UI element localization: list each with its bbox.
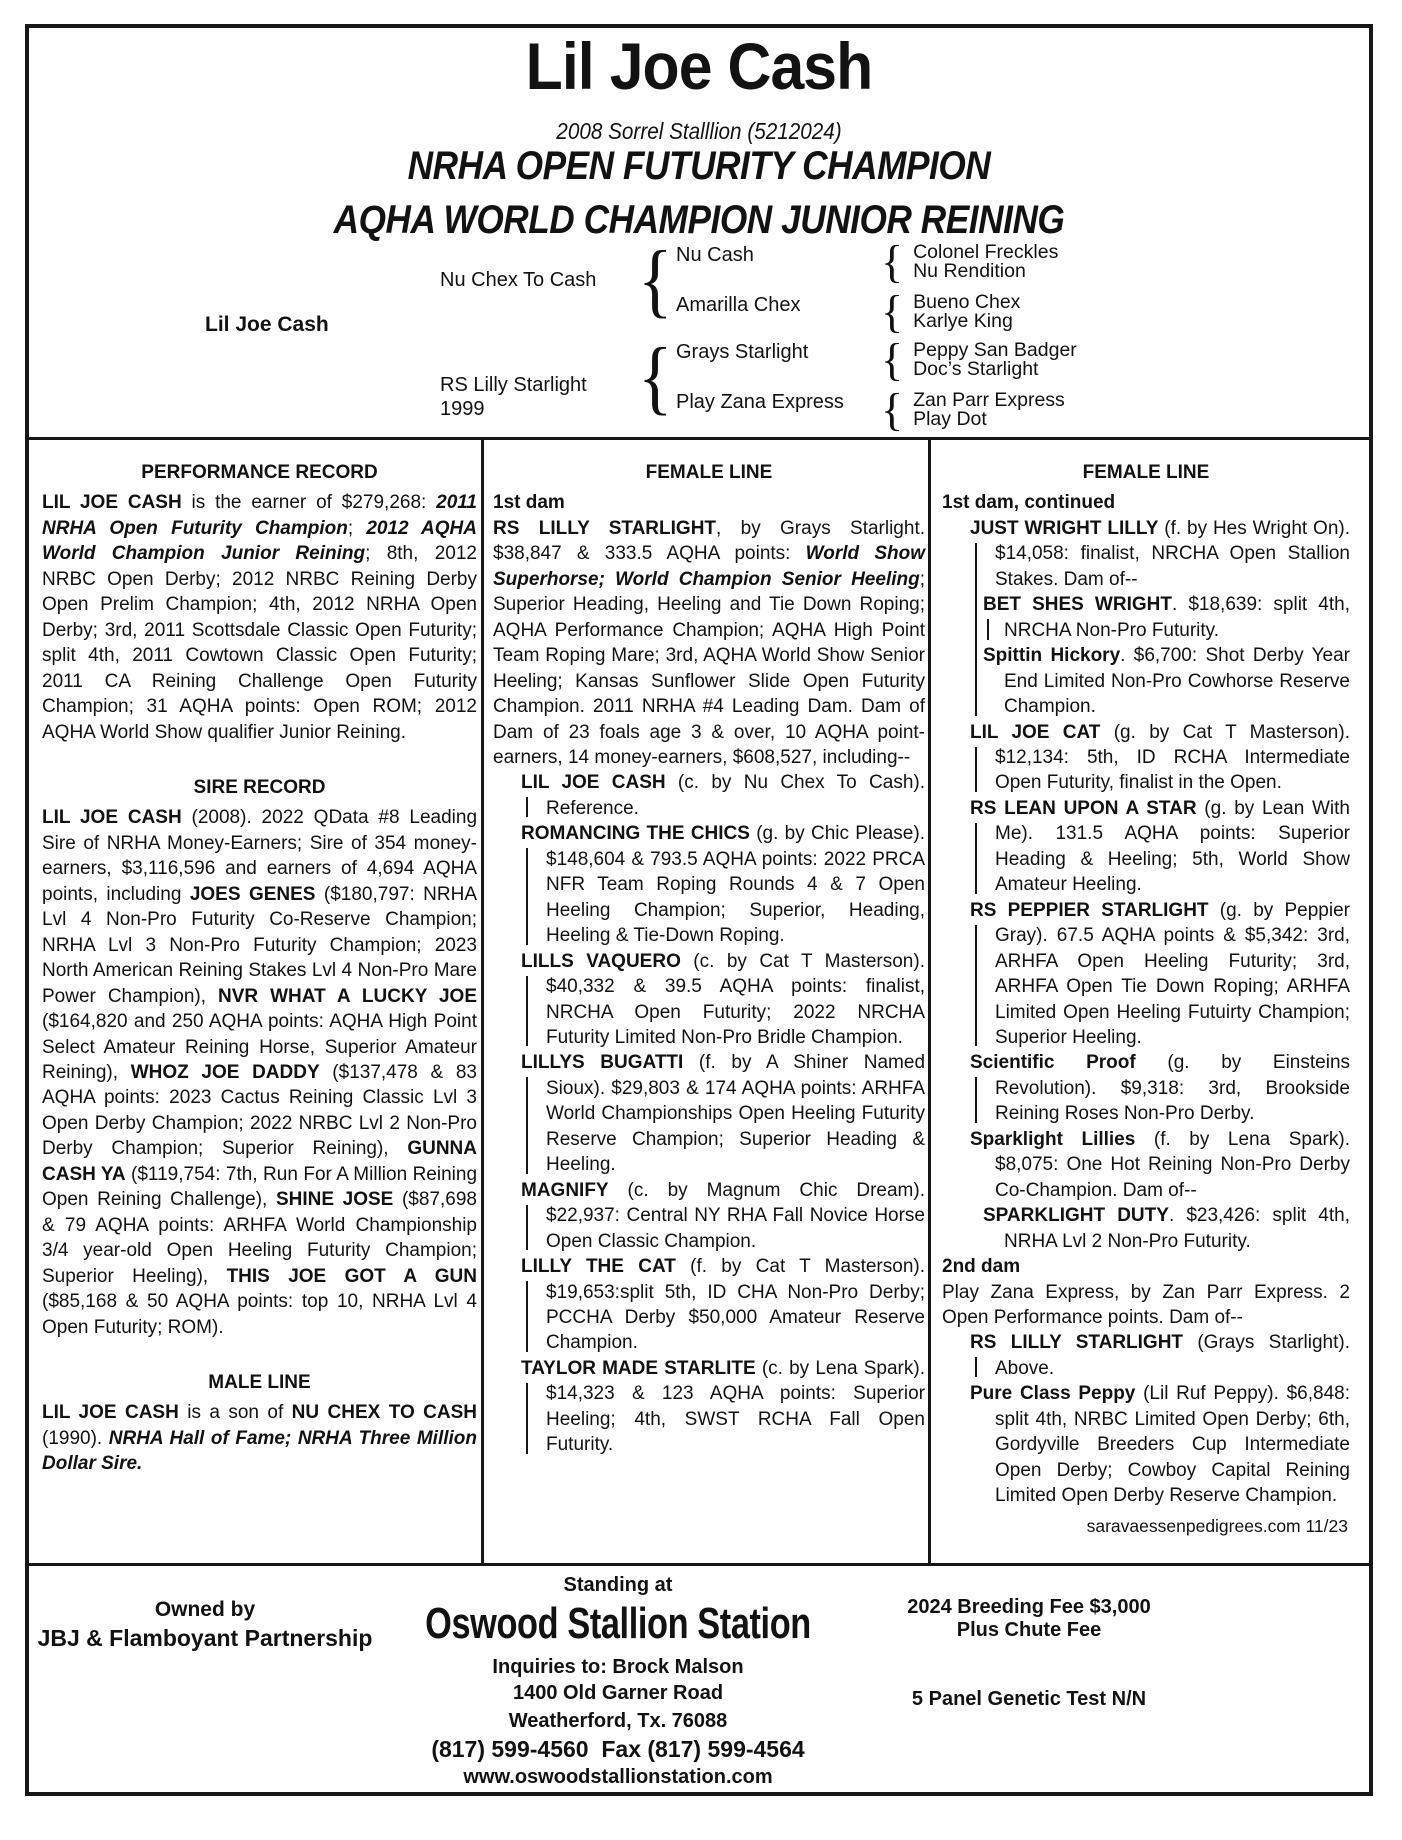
- brace-icon: {: [881, 286, 904, 337]
- record-paragraph: [42, 490, 477, 745]
- text-run: THIS JOE GOT A GUN: [226, 1265, 477, 1287]
- column-performance-record: [29, 440, 481, 1563]
- pedigree-entry: [521, 949, 925, 1051]
- website-url: www.oswoodstallionstation.com: [463, 1766, 773, 1788]
- dam-subhead: 2nd dam: [942, 1256, 1021, 1278]
- breeding-fee-line: 2024 Breeding Fee $3,000: [907, 1596, 1151, 1618]
- station-name: Oswood Stallion Station: [425, 1599, 811, 1648]
- text-run: ; 8th, 2012 NRBC Open Derby; 2012 NRBC Reining Derby Open Prelim Champion; 4th, 2012 NRHA Open Derby; 3rd, 2011 Scottsdale Classic Open Futurity; split 4th, 2011 Cowtown Classic Open Futurity; 2011 CA Reining Challenge Open Futurity Champion; 31 AQHA points: Open ROM; 2012 AQHA World Show qualifier Junior Reining.: [42, 543, 478, 743]
- column-female-line: [484, 440, 928, 1563]
- text-run: LILLS VAQUERO: [521, 950, 681, 972]
- text-run: LIL JOE CASH: [521, 772, 666, 794]
- pedigree-gen3-name: Zan Parr Express: [913, 388, 1065, 411]
- horse-subtitle: 2008 Sorrel Stalllion (5212024): [556, 118, 842, 144]
- pedigree-gen2-name: Play Zana Express: [676, 391, 844, 413]
- text-run: RS LILLY STARLIGHT: [970, 1332, 1184, 1354]
- text-run: (g. by Lean With Me). 131.5 AQHA points: Superior Heading & Heeling; 5th, World Show Amateur Heeling.: [995, 797, 1350, 896]
- pedigree-gen3-name: Peppy San Badger: [913, 338, 1077, 361]
- entry-text: [521, 770, 925, 821]
- entry-text: [983, 643, 1350, 719]
- pedigree-entry: [521, 1050, 925, 1177]
- pedigree-entry: [521, 1254, 925, 1356]
- pedigree-gen3-names: [913, 240, 1059, 282]
- pedigree-dam-year: 1999: [440, 398, 485, 420]
- pedigree-entry: [970, 1050, 1350, 1126]
- text-run: (2008). 2022 QData #8 Leading Sire of NRHA Money-Earners; Sire of 354 money-earners, $3,116,596 and earners of 4,694 AQHA points, including: [42, 807, 478, 905]
- section-heading: MALE LINE: [208, 1371, 311, 1393]
- text-run: . $6,700: Shot Derby Year End Limited Non-Pro Cowhorse Reserve Champion.: [1004, 645, 1350, 718]
- pedigree-entry: [970, 1381, 1350, 1508]
- pedigree-sire: Nu Chex To Cash: [440, 269, 597, 291]
- pedigree-entry: [970, 796, 1350, 898]
- text-run: (f. by Cat T Masterson). $19,653:split 5th, ID CHA Non-Pro Derby; PCCHA Derby $50,000 Amateur Reserve Champion.: [546, 1256, 925, 1354]
- pedigree-entry: [521, 1178, 925, 1254]
- text-run: SPARKLIGHT DUTY: [983, 1205, 1169, 1227]
- text-run: ($180,797: NRHA Lvl 4 Non-Pro Futurity Co-Reserve Champion; NRHA Lvl 3 Non-Pro Futurity Champion; 2023 North American Reining Stakes Lvl 4 Non-Pro Mare Power Champion),: [42, 883, 477, 1007]
- pedigree-gen3-name: Bueno Chex: [913, 290, 1021, 313]
- pedigree-gen3-pair: [881, 236, 1059, 287]
- text-run: ($85,168 & 50 AQHA points: top 10, NRHA Lvl 4 Open Futurity; ROM).: [42, 1291, 477, 1338]
- text-run: Scientific Proof: [970, 1052, 1136, 1074]
- pedigree-entry: [970, 1330, 1350, 1381]
- text-run: ROMANCING THE CHICS: [521, 823, 750, 845]
- entry-text: [970, 1050, 1350, 1126]
- pedigree-gen3-pair: [881, 384, 1065, 435]
- column-female-line-continued: [931, 440, 1369, 1563]
- sub-entry: [983, 643, 1350, 719]
- dam-subhead: 1st dam, continued: [942, 492, 1116, 514]
- text-run: World Show Superhorse; World Champion Senior Heeling: [493, 543, 925, 590]
- pedigree-gen3-pair: [881, 286, 1021, 337]
- standing-at-label: Standing at: [563, 1574, 673, 1596]
- entry-text: [970, 516, 1350, 592]
- inquiries-line: Inquiries to: Brock Malson: [492, 1656, 744, 1678]
- text-run: Sparklight Lillies: [970, 1128, 1136, 1150]
- pedigree-entry: [970, 898, 1350, 1051]
- text-run: RS PEPPIER STARLIGHT: [970, 899, 1209, 921]
- phone-fax-line: (817) 599-4560 Fax (817) 599-4564: [431, 1736, 805, 1762]
- pedigree-gen3-name: Nu Rendition: [913, 260, 1026, 282]
- entry-text: [521, 821, 925, 948]
- owned-by-label: Owned by: [154, 1598, 256, 1621]
- address-line-1: 1400 Old Garner Road: [512, 1682, 724, 1704]
- text-run: ; Superior Heading, Heeling and Tie Down Roping; AQHA Performance Champion; AQHA High Point Team Roping Mare; 3rd, AQHA World Show Senior Heeling; Kansas Sunflower Slide Open Futurity Champion. 2011 NRHA #4 Leading Dam. Dam of Dam of 23 foals age 3 & over, 10 AQHA point-earners, 14 money-earners, $608,527, including--: [493, 568, 925, 768]
- text-run: (Grays Starlight). Above.: [995, 1332, 1350, 1379]
- brace-icon: {: [638, 331, 673, 423]
- entry-text: [521, 1178, 925, 1254]
- credit-line: saravaessenpedigrees.com 11/23: [1086, 1515, 1348, 1536]
- dam-subhead: 1st dam: [493, 492, 565, 514]
- text-run: is the earner of $279,268:: [181, 492, 437, 514]
- text-run: (g. by Cat T Masterson). $12,134: 5th, ID RCHA Intermediate Open Futurity, finalist in the Open.: [995, 721, 1350, 794]
- text-run: LIL JOE CASH: [42, 1402, 179, 1424]
- pedigree-gen2-name: Grays Starlight: [676, 341, 809, 363]
- pedigree-entry: [970, 516, 1350, 720]
- pedigree-subject: Lil Joe Cash: [205, 313, 329, 336]
- entry-text: [521, 1050, 925, 1177]
- champion-line-2: AQHA WORLD CHAMPION JUNIOR REINING: [333, 198, 1065, 242]
- header: [29, 28, 1369, 240]
- fees-block: [859, 1596, 1199, 1711]
- text-run: (g. by Einsteins Revolution). $9,318: 3rd, Brookside Reining Roses Non-Pro Derby.: [995, 1052, 1351, 1125]
- text-run: (f. by A Shiner Named Sioux). $29,803 & 174 AQHA points: ARHFA World Championships Open Heeling Futurity Reserve Champion; Superior Heading & Heeling.: [546, 1052, 926, 1176]
- pedigree-gen3-names: [913, 338, 1077, 380]
- section-heading: FEMALE LINE: [1082, 462, 1210, 483]
- brace-icon: {: [638, 234, 673, 326]
- text-run: (c. by Nu Chex To Cash). Reference.: [546, 772, 925, 819]
- text-run: Play Zana Express, by Zan Parr Express. 2 Open Performance points. Dam of--: [942, 1281, 1350, 1328]
- record-paragraph: [942, 1280, 1350, 1331]
- entry-text: [970, 720, 1350, 796]
- entry-text: [970, 1330, 1350, 1381]
- text-run: . $18,639: split 4th, NRCHA Non-Pro Futurity.: [1004, 594, 1350, 641]
- section-heading: PERFORMANCE RECORD: [141, 462, 378, 483]
- pedigree-gen3-pair: [881, 334, 1077, 385]
- text-run: ($87,698 & 79 AQHA points: ARHFA World Championship 3/4 year-old Open Heeling Futurity Champion; Superior Heeling),: [42, 1189, 477, 1287]
- stallion-ad-page: [25, 24, 1373, 1796]
- brace-icon: {: [881, 236, 904, 287]
- brace-icon: {: [881, 384, 904, 435]
- text-run: (1990).: [42, 1427, 109, 1449]
- section-heading: SIRE RECORD: [193, 776, 326, 798]
- text-run: Pure Class Peppy: [970, 1383, 1136, 1405]
- text-run: . $23,426: split 4th, NRHA Lvl 2 Non-Pro Futurity.: [1004, 1205, 1350, 1252]
- pedigree-gen3-name: Play Dot: [913, 408, 987, 430]
- horse-name-title: Lil Joe Cash: [525, 29, 873, 103]
- owner-block: [29, 1598, 381, 1652]
- pedigree-chart: [29, 234, 1369, 437]
- record-paragraph: [42, 1400, 477, 1476]
- pedigree-gen2-name: Nu Cash: [676, 244, 754, 266]
- text-run: , by Grays Starlight. $38,847 & 333.5 AQHA points:: [493, 517, 925, 565]
- chute-fee-line: Plus Chute Fee: [956, 1619, 1102, 1641]
- text-run: Spittin Hickory: [983, 645, 1121, 667]
- owner-name: JBJ & Flamboyant Partnership: [37, 1625, 373, 1651]
- text-run: NVR WHAT A LUCKY JOE: [218, 985, 478, 1007]
- text-run: LIL JOE CAT: [970, 721, 1101, 743]
- text-run: 2011 NRHA Open Futurity Champion: [42, 492, 477, 539]
- text-run: GUNNA CASH YA: [42, 1138, 477, 1185]
- pedigree-gen3-names: [913, 388, 1065, 430]
- entry-text: [970, 1127, 1350, 1203]
- champion-line-1: NRHA OPEN FUTURITY CHAMPION: [407, 144, 991, 188]
- address-line-2: Weatherford, Tx. 76088: [508, 1710, 728, 1732]
- text-run: is a son of: [178, 1402, 292, 1424]
- text-run: 2012 AQHA World Champion Junior Reining: [42, 517, 477, 565]
- text-run: (c. by Cat T Masterson). $40,332 & 39.5 AQHA points: finalist, NRCHA Open Futurity; 2022 NRCHA Futurity Limited Non-Pro Bridle Champion.: [546, 950, 925, 1048]
- text-run: SHINE JOSE: [275, 1189, 394, 1211]
- entry-text: [983, 592, 1350, 643]
- text-run: TAYLOR MADE STARLITE: [521, 1357, 756, 1379]
- text-run: (f. by Hes Wright On). $14,058: finalist, NRCHA Open Stallion Stakes. Dam of--: [995, 517, 1350, 590]
- text-run: BET SHES WRIGHT: [983, 594, 1172, 616]
- text-run: RS LEAN UPON A STAR: [970, 797, 1197, 819]
- text-run: JOES GENES: [189, 883, 316, 905]
- pedigree-gen3-name: Doc’s Starlight: [913, 358, 1039, 380]
- text-run: (c. by Lena Spark). $14,323 & 123 AQHA points: Superior Heeling; 4th, SWST RCHA Fall Open Futurity.: [546, 1357, 925, 1456]
- record-paragraph: [493, 516, 925, 771]
- text-run: (Lil Ruf Peppy). $6,848: split 4th, NRBC Limited Open Derby; 6th, Gordyville Breeders Cup Intermediate Open Derby; Cowboy Capital Reining Limited Open Derby Reserve Champion.: [995, 1383, 1350, 1507]
- footer: [29, 1566, 1369, 1792]
- text-run: NU CHEX TO CASH: [291, 1402, 477, 1424]
- text-run: ($164,820 and 250 AQHA points: AQHA High Point Select Amateur Reining Horse, Superior Amateur Reining),: [42, 1011, 477, 1083]
- pedigree-entry: [521, 770, 925, 821]
- entry-text: [521, 949, 925, 1051]
- sub-entry: [983, 592, 1350, 643]
- genetic-test-line: 5 Panel Genetic Test N/N: [911, 1688, 1147, 1710]
- pedigree-gen3-name: Karlye King: [913, 310, 1013, 332]
- section-heading: FEMALE LINE: [645, 462, 773, 483]
- text-run: LIL JOE CASH: [42, 807, 182, 829]
- entry-text: [983, 1203, 1350, 1254]
- text-run: LILLY THE CAT: [521, 1256, 676, 1278]
- text-run: WHOZ JOE DADDY: [130, 1061, 320, 1083]
- pedigree-entry: [970, 1127, 1350, 1254]
- text-run: LILLYS BUGATTI: [521, 1052, 684, 1074]
- text-run: ;: [347, 517, 367, 539]
- text-run: ($119,754: 7th, Run For A Million Reining Open Reining Challenge),: [42, 1163, 478, 1211]
- entry-text: [970, 796, 1350, 898]
- brace-icon: {: [881, 334, 904, 385]
- text-run: (c. by Magnum Chic Dream). $22,937: Central NY RHA Fall Novice Horse Open Classic Champion.: [546, 1179, 925, 1252]
- entry-text: [970, 898, 1350, 1051]
- pedigree-dam-name: RS Lilly Starlight: [440, 374, 587, 396]
- text-run: ($137,478 & 83 AQHA points: 2023 Cactus Reining Classic Lvl 3 Open Derby Champion; 2022 NRBC Lvl 2 Non-Pro Derby Champion; Superior Reining),: [42, 1061, 477, 1160]
- pedigree-gen3-name: Colonel Freckles: [913, 240, 1059, 263]
- text-run: RS LILLY STARLIGHT: [493, 517, 717, 539]
- pedigree-gen3-names: [913, 290, 1021, 332]
- text-run: (g. by Peppier Gray). 67.5 AQHA points & $5,342: 3rd, ARHFA Open Heeling Futurity; 3rd, ARHFA Open Tie Down Roping; ARHFA Limited Open Heeling Futuirty Champion; Superior Heeling.: [995, 899, 1350, 1048]
- entry-text: [521, 1254, 925, 1356]
- entry-text: [970, 1381, 1350, 1508]
- record-columns: [29, 437, 1369, 1566]
- text-run: LIL JOE CASH: [42, 492, 182, 514]
- pedigree-entry: [970, 720, 1350, 796]
- sub-entry: [983, 1203, 1350, 1254]
- text-run: (g. by Chic Please). $148,604 & 793.5 AQHA points: 2022 PRCA NFR Team Roping Rounds 4 & 7 Open Heeling Champion; Superior, Heading, Heeling & Tie-Down Roping.: [546, 823, 925, 947]
- pedigree-entry: [521, 1356, 925, 1458]
- pedigree-dam: [440, 373, 587, 421]
- pedigree-gen2-name: Amarilla Chex: [676, 294, 801, 316]
- entry-text: [521, 1356, 925, 1458]
- text-run: MAGNIFY: [521, 1179, 609, 1201]
- text-run: (f. by Lena Spark). $8,075: One Hot Reining Non-Pro Derby Co-Champion. Dam of--: [995, 1128, 1350, 1201]
- pedigree-entry: [521, 821, 925, 948]
- text-run: JUST WRIGHT LILLY: [970, 517, 1159, 539]
- record-paragraph: [42, 805, 477, 1340]
- text-run: NRHA Hall of Fame; NRHA Three Million Dollar Sire.: [42, 1427, 477, 1475]
